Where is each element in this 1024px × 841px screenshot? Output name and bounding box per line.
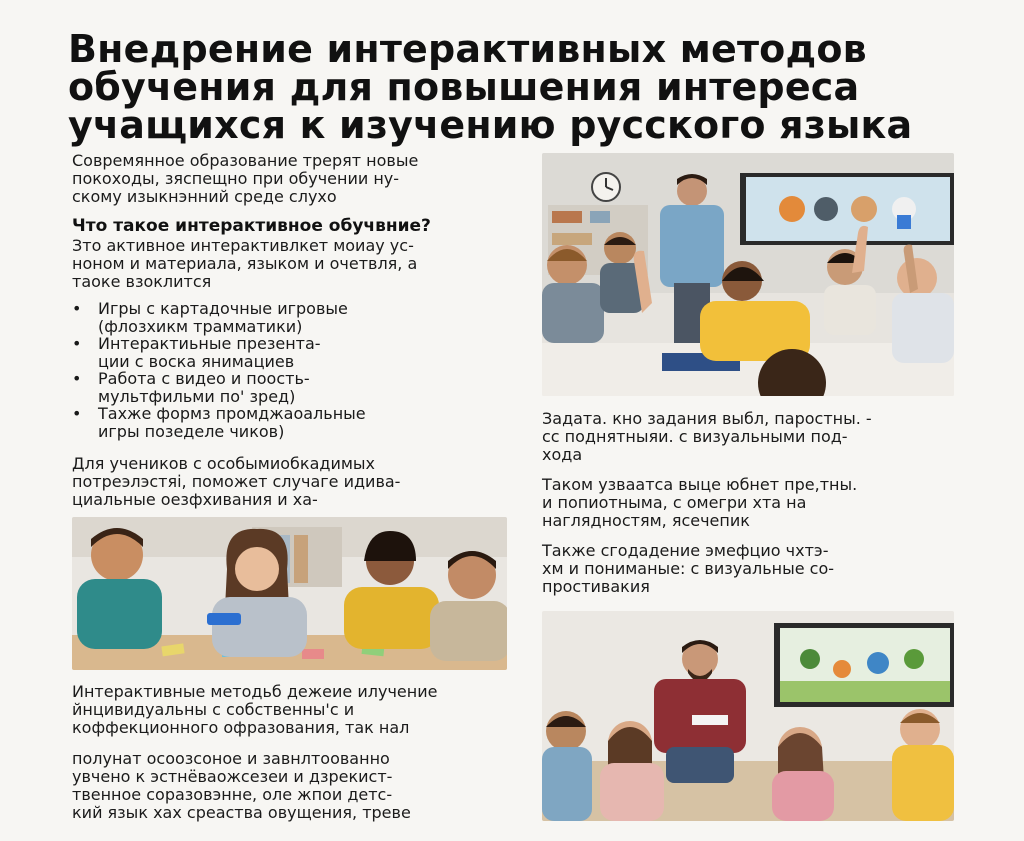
list-item bbox=[72, 335, 366, 370]
paragraph-line: потреэлэстяі, поможет случаге идива- bbox=[72, 472, 401, 491]
section-line: Зто активное интерактивлкет моиау ус- bbox=[72, 236, 414, 255]
intro-line: Совремянное образование трерят новые bbox=[72, 151, 419, 170]
paragraph-line: йнцивидуальны с собственны'с и bbox=[72, 700, 355, 719]
paragraph-line: Интерактивные методьб дежеие илучение bbox=[72, 682, 438, 701]
section-paragraph bbox=[72, 237, 417, 291]
photo-classroom-raised-hands bbox=[542, 153, 954, 396]
section-heading: Что такое интерактивное обучвние? bbox=[72, 216, 431, 236]
section-line: ноном и материала, языком и очетвля, а bbox=[72, 254, 418, 273]
paragraph-line: Также сгодадение эмефцио чхтэ- bbox=[542, 541, 829, 560]
list-item-line: игры позеделе чиков) bbox=[98, 421, 285, 441]
intro-line: покоходы, зяспещно при обучении ну- bbox=[72, 169, 400, 188]
title-line: учащихся к изучению русского языка bbox=[68, 103, 913, 147]
special-needs-paragraph bbox=[72, 455, 400, 509]
paragraph-line: Таком узваатса выце юбнет пре,тны. bbox=[542, 475, 858, 494]
paragraph-line: циальные оезфхивания и ха- bbox=[72, 490, 318, 509]
paragraph-line: Задата. кно задания выбл, паростны. - bbox=[542, 409, 872, 428]
list-item bbox=[72, 405, 366, 440]
paragraph-line: хода bbox=[542, 445, 583, 464]
paragraph-line: увчено к эстнёваожсезеи и дзрекист- bbox=[72, 767, 393, 786]
document-title bbox=[68, 27, 988, 147]
methods-list bbox=[72, 300, 366, 440]
paragraph-line: сс поднятныяи. с визуальными под- bbox=[542, 427, 848, 446]
right-paragraph-1 bbox=[542, 410, 872, 464]
paragraph-line: твенное соразовэнне, оле жпои детс- bbox=[72, 785, 393, 804]
list-item-line: мультфильми по' зред) bbox=[98, 386, 296, 406]
bottom-left-paragraph-1 bbox=[72, 683, 437, 737]
list-item-line: • Игры с картадочные игровые bbox=[98, 299, 348, 318]
list-item-line: • Тахже формз промджаоальные bbox=[98, 404, 366, 423]
section-line: таоке взоклится bbox=[72, 272, 212, 291]
intro-line: скому изыкнэнний среде слухо bbox=[72, 187, 337, 206]
list-item-line: (флозхикм трамматики) bbox=[98, 316, 303, 336]
title-line: обучения для повышения интереса bbox=[68, 65, 860, 109]
intro-paragraph bbox=[72, 152, 418, 206]
list-item bbox=[72, 300, 366, 335]
paragraph-line: кий язык хах среаства овущения, треве bbox=[72, 803, 411, 822]
list-item-line: • Интерактиьные презента- bbox=[98, 334, 321, 353]
right-paragraph-3 bbox=[542, 542, 834, 596]
paragraph-line: коффекционного офразования, так нал bbox=[72, 718, 410, 737]
bottom-left-paragraph-2 bbox=[72, 750, 411, 822]
paragraph-line: хм и пониманые: с визуальные со- bbox=[542, 559, 835, 578]
photo-teacher-children-screen bbox=[542, 611, 954, 821]
paragraph-line: простивакия bbox=[542, 577, 650, 596]
photo-students-card-game bbox=[72, 517, 507, 670]
paragraph-line: Для учеников с особымиобкадимых bbox=[72, 454, 376, 473]
paragraph-line: наглядностям, ясечепик bbox=[542, 511, 750, 530]
right-paragraph-2 bbox=[542, 476, 857, 530]
list-item bbox=[72, 370, 366, 405]
paragraph-line: и попиотныма, с омегри хта на bbox=[542, 493, 807, 512]
title-line: Внедрение интерактивных методов bbox=[68, 27, 867, 71]
list-item-line: • Работа с видео и поость- bbox=[98, 369, 310, 388]
paragraph-line: полунат осоозсоное и завнлтоованно bbox=[72, 749, 390, 768]
list-item-line: ции с воска янимациев bbox=[98, 351, 295, 371]
